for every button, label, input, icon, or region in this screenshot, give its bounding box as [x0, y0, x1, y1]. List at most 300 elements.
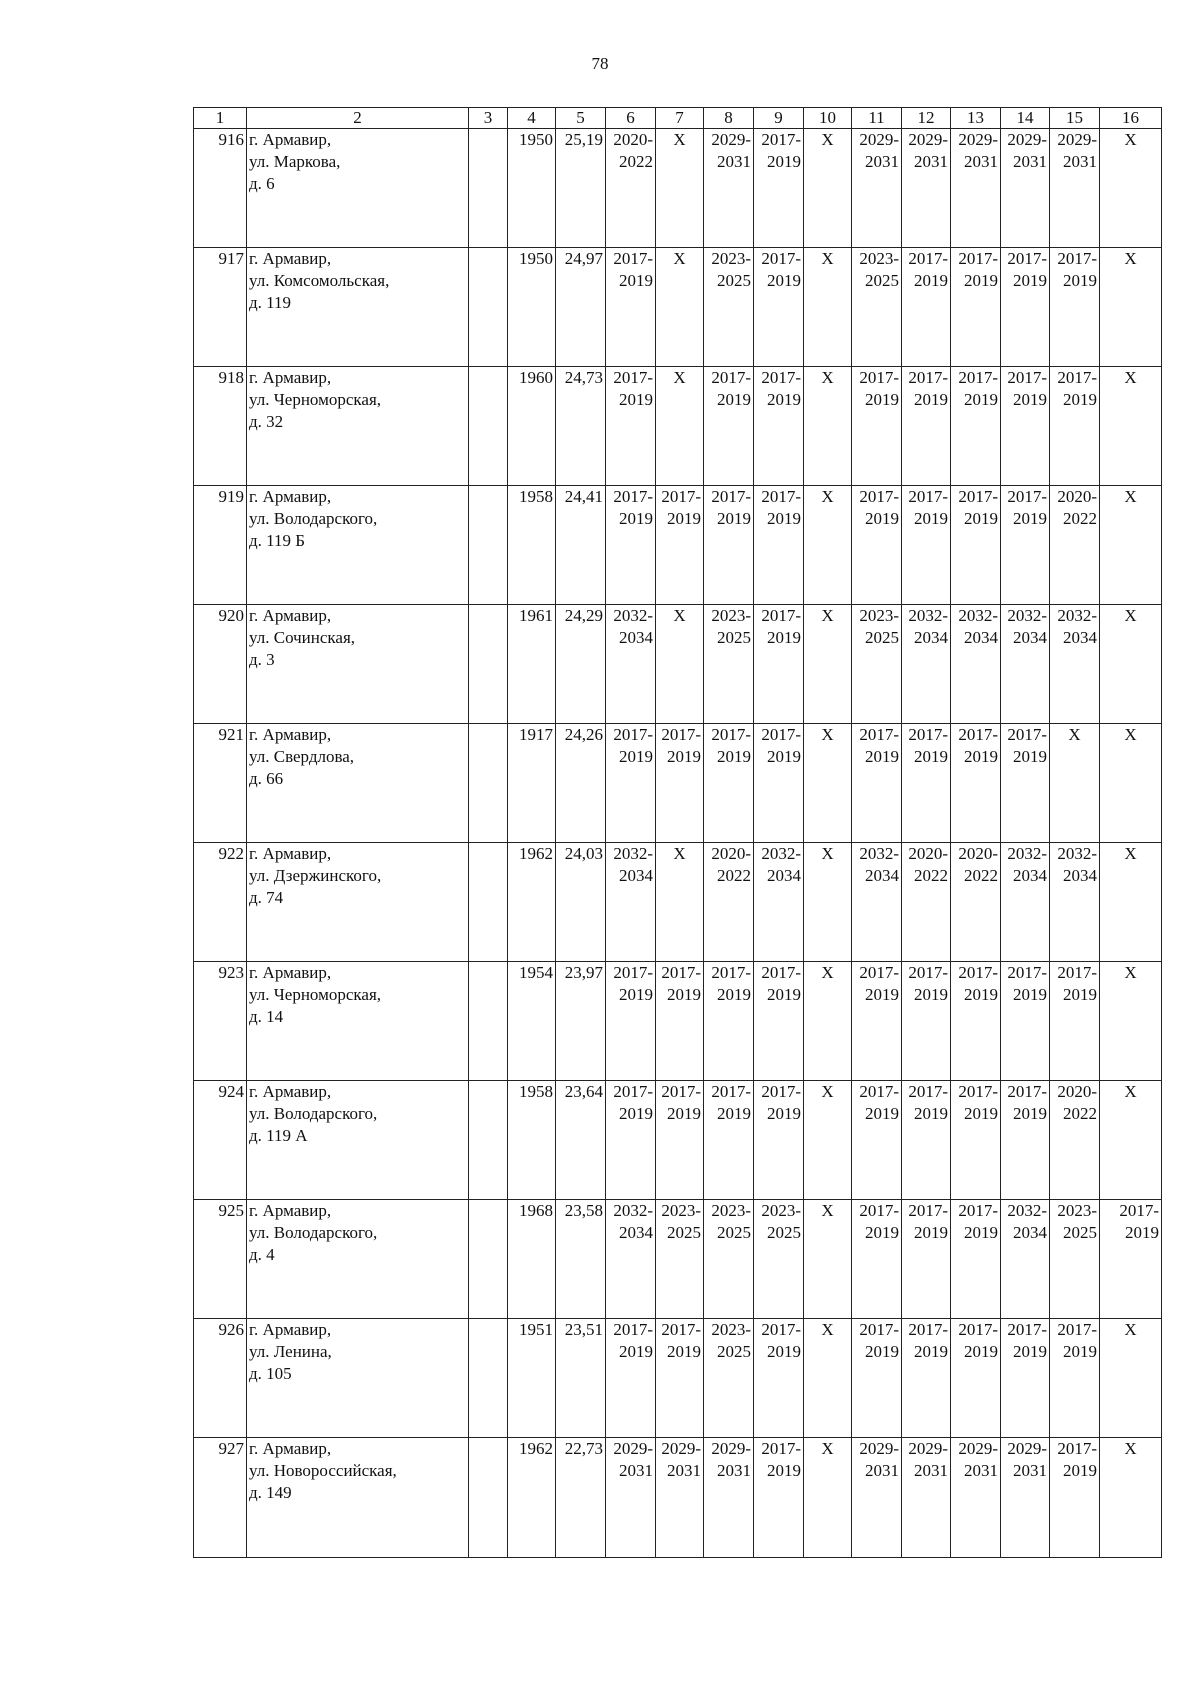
period-cell [704, 1438, 754, 1558]
period-line: 2017- [1057, 1439, 1097, 1458]
address-line: г. Армавир, [249, 368, 332, 387]
period-line: 2019 [717, 985, 751, 1004]
period-line: 2031 [1013, 1461, 1047, 1480]
year-cell: 1951 [508, 1319, 556, 1438]
period-line: 2017- [958, 1320, 998, 1339]
period-line: 2019 [767, 628, 801, 647]
period-cell [951, 724, 1001, 843]
period-cell [1050, 248, 1100, 367]
value-cell: 24,26 [556, 724, 606, 843]
period-line: 2019 [667, 1342, 701, 1361]
period-line: 2025 [767, 1223, 801, 1242]
mark-cell: X [804, 605, 852, 724]
period-line: 2017- [908, 725, 948, 744]
address-cell [247, 248, 469, 367]
period-line: 2019 [1013, 509, 1047, 528]
column-3-cell [469, 843, 508, 962]
mark-cell: X [1100, 962, 1162, 1081]
period-line: 2017- [958, 725, 998, 744]
year-cell: 1954 [508, 962, 556, 1081]
row-number: 924 [194, 1081, 247, 1200]
period-line: 2017- [661, 963, 701, 982]
mark-cell: X [1100, 1438, 1162, 1558]
period-line: 2019 [767, 1104, 801, 1123]
value-cell: 25,19 [556, 129, 606, 248]
table-row [194, 1081, 1162, 1200]
address-line: г. Армавир, [249, 1082, 332, 1101]
mark-cell: X [804, 1200, 852, 1319]
table-row [194, 1438, 1162, 1558]
address-cell [247, 367, 469, 486]
period-line: 2019 [964, 390, 998, 409]
period-line: 2034 [865, 866, 899, 885]
period-cell [902, 367, 951, 486]
row-number: 919 [194, 486, 247, 605]
column-header-5: 5 [556, 108, 606, 129]
address-line: д. 149 [249, 1483, 292, 1502]
period-cell [606, 1081, 656, 1200]
row-number: 921 [194, 724, 247, 843]
period-line: 2029- [908, 1439, 948, 1458]
period-cell [951, 1200, 1001, 1319]
period-line: 2017- [908, 1320, 948, 1339]
period-line: 2019 [914, 1342, 948, 1361]
value-cell: 24,41 [556, 486, 606, 605]
mark-cell: X [804, 843, 852, 962]
period-line: 2017- [761, 1439, 801, 1458]
period-line: 2017- [908, 1201, 948, 1220]
period-line: 2031 [619, 1461, 653, 1480]
period-line: 2017- [859, 1201, 899, 1220]
period-line: 2017- [661, 725, 701, 744]
period-line: 2020- [613, 130, 653, 149]
period-cell [754, 248, 804, 367]
period-cell [902, 1438, 951, 1558]
column-3-cell [469, 962, 508, 1081]
year-cell: 1917 [508, 724, 556, 843]
period-line: 2017- [1007, 725, 1047, 744]
period-line: 2019 [619, 271, 653, 290]
period-line: 2019 [619, 747, 653, 766]
period-line: 2017- [761, 487, 801, 506]
column-header-7: 7 [656, 108, 704, 129]
period-line: 2032- [1007, 606, 1047, 625]
table-row [194, 486, 1162, 605]
address-line: д. 66 [249, 769, 284, 788]
table-row [194, 1200, 1162, 1319]
period-cell [852, 1081, 902, 1200]
mark-cell: X [804, 1081, 852, 1200]
period-line: 2023- [711, 1201, 751, 1220]
period-line: 2031 [865, 1461, 899, 1480]
period-cell [951, 129, 1001, 248]
period-line: 2017- [613, 487, 653, 506]
row-number: 923 [194, 962, 247, 1081]
address-line: г. Армавир, [249, 963, 332, 982]
period-line: 2017- [908, 1082, 948, 1101]
period-line: 2017- [958, 963, 998, 982]
period-line: 2019 [865, 390, 899, 409]
period-cell [1050, 1200, 1100, 1319]
table-row [194, 367, 1162, 486]
period-line: 2017- [1007, 1082, 1047, 1101]
period-line: 2034 [964, 628, 998, 647]
period-cell [1001, 129, 1050, 248]
mark-cell: X [1100, 724, 1162, 843]
mark-cell: X [1100, 605, 1162, 724]
mark-cell: X [804, 724, 852, 843]
column-3-cell [469, 1200, 508, 1319]
period-line: 2019 [1063, 1342, 1097, 1361]
period-cell [951, 1438, 1001, 1558]
period-line: 2019 [619, 509, 653, 528]
period-cell [606, 605, 656, 724]
table-row [194, 248, 1162, 367]
year-cell: 1958 [508, 1081, 556, 1200]
mark-cell: X [804, 367, 852, 486]
address-line: г. Армавир, [249, 606, 332, 625]
mark-cell: X [804, 129, 852, 248]
period-line: 2017- [613, 249, 653, 268]
period-line: 2022 [964, 866, 998, 885]
mark-cell: X [656, 129, 704, 248]
period-line: 2019 [1013, 390, 1047, 409]
period-cell [1050, 367, 1100, 486]
period-line: 2019 [865, 509, 899, 528]
period-cell [1001, 605, 1050, 724]
period-line: 2019 [1013, 747, 1047, 766]
period-cell [704, 248, 754, 367]
period-line: 2019 [717, 390, 751, 409]
period-line: 2020- [1057, 1082, 1097, 1101]
address-line: ул. Комсомольская, [249, 271, 390, 290]
period-cell [656, 1200, 704, 1319]
period-line: 2022 [717, 866, 751, 885]
period-line: 2022 [619, 152, 653, 171]
period-line: 2022 [1063, 509, 1097, 528]
period-line: 2017- [761, 606, 801, 625]
period-cell [951, 367, 1001, 486]
period-cell [704, 724, 754, 843]
period-line: 2017- [711, 963, 751, 982]
period-cell [852, 129, 902, 248]
period-line: 2023- [711, 1320, 751, 1339]
period-line: 2019 [964, 985, 998, 1004]
address-cell [247, 724, 469, 843]
period-cell [951, 486, 1001, 605]
period-line: 2029- [711, 130, 751, 149]
period-cell [704, 843, 754, 962]
period-line: 2017- [711, 1082, 751, 1101]
address-cell [247, 1200, 469, 1319]
period-cell [754, 1319, 804, 1438]
period-cell [1001, 367, 1050, 486]
period-line: 2019 [717, 747, 751, 766]
period-line: 2034 [619, 866, 653, 885]
period-line: 2025 [865, 628, 899, 647]
period-line: 2019 [667, 509, 701, 528]
period-line: 2025 [865, 271, 899, 290]
period-line: 2019 [914, 747, 948, 766]
period-line: 2032- [859, 844, 899, 863]
period-line: 2034 [1013, 628, 1047, 647]
period-cell [1050, 129, 1100, 248]
period-cell [754, 1200, 804, 1319]
period-line: 2017- [761, 130, 801, 149]
address-line: г. Армавир, [249, 130, 332, 149]
mark-cell: X [1100, 248, 1162, 367]
period-line: 2029- [613, 1439, 653, 1458]
period-line: 2031 [914, 152, 948, 171]
period-line: 2029- [859, 1439, 899, 1458]
mark-cell: X [1050, 724, 1100, 843]
period-line: 2034 [1063, 628, 1097, 647]
row-number: 925 [194, 1200, 247, 1319]
period-line: 2020- [958, 844, 998, 863]
column-numbers-header [194, 108, 1162, 129]
year-cell: 1950 [508, 129, 556, 248]
address-line: г. Армавир, [249, 1439, 332, 1458]
period-cell [606, 843, 656, 962]
period-cell [1050, 843, 1100, 962]
period-cell [902, 1081, 951, 1200]
period-line: 2019 [717, 509, 751, 528]
period-line: 2032- [613, 1201, 653, 1220]
address-line: г. Армавир, [249, 1201, 332, 1220]
address-cell [247, 1319, 469, 1438]
period-line: 2019 [1063, 1461, 1097, 1480]
period-cell [754, 605, 804, 724]
period-cell [606, 724, 656, 843]
period-line: 2020- [711, 844, 751, 863]
column-header-11: 11 [852, 108, 902, 129]
period-cell [704, 367, 754, 486]
address-line: ул. Володарского, [249, 1223, 378, 1242]
year-cell: 1958 [508, 486, 556, 605]
period-line: 2025 [717, 1342, 751, 1361]
page-number: 78 [591, 54, 609, 73]
period-cell [852, 1319, 902, 1438]
period-line: 2034 [619, 1223, 653, 1242]
period-cell [852, 1438, 902, 1558]
address-cell [247, 962, 469, 1081]
period-line: 2019 [717, 1104, 751, 1123]
mark-cell: X [656, 367, 704, 486]
period-cell [1001, 843, 1050, 962]
period-line: 2019 [1013, 1104, 1047, 1123]
address-line: г. Армавир, [249, 1320, 332, 1339]
period-line: 2017- [613, 963, 653, 982]
period-cell [704, 129, 754, 248]
column-3-cell [469, 367, 508, 486]
period-line: 2017- [711, 368, 751, 387]
mark-cell: X [804, 486, 852, 605]
mark-cell: X [656, 248, 704, 367]
period-line: 2017- [958, 487, 998, 506]
period-line: 2019 [1013, 985, 1047, 1004]
period-line: 2025 [717, 271, 751, 290]
mark-cell: X [656, 843, 704, 962]
period-line: 2017- [908, 368, 948, 387]
column-3-cell [469, 1319, 508, 1438]
period-line: 2029- [1057, 130, 1097, 149]
address-line: д. 6 [249, 174, 275, 193]
column-header-2: 2 [247, 108, 469, 129]
mark-cell: X [1100, 1081, 1162, 1200]
period-line: 2017- [761, 249, 801, 268]
period-line: 2019 [1063, 271, 1097, 290]
period-cell [902, 248, 951, 367]
period-cell [704, 486, 754, 605]
period-line: 2017- [661, 1320, 701, 1339]
period-cell [754, 367, 804, 486]
row-number: 916 [194, 129, 247, 248]
period-cell [656, 1438, 704, 1558]
period-line: 2019 [767, 747, 801, 766]
period-cell [1050, 962, 1100, 1081]
column-header-13: 13 [951, 108, 1001, 129]
address-line: г. Армавир, [249, 725, 332, 744]
period-line: 2017- [1007, 963, 1047, 982]
period-cell [1001, 1438, 1050, 1558]
year-cell: 1962 [508, 1438, 556, 1558]
period-line: 2023- [761, 1201, 801, 1220]
period-line: 2017- [859, 1082, 899, 1101]
table-row [194, 605, 1162, 724]
period-line: 2017- [1007, 1320, 1047, 1339]
address-cell [247, 486, 469, 605]
period-line: 2019 [667, 747, 701, 766]
period-cell [606, 129, 656, 248]
housing-table [193, 107, 1162, 1558]
period-cell [951, 962, 1001, 1081]
value-cell: 24,29 [556, 605, 606, 724]
period-line: 2023- [859, 249, 899, 268]
period-cell [1001, 486, 1050, 605]
period-line: 2017- [613, 725, 653, 744]
period-line: 2019 [914, 271, 948, 290]
column-3-cell [469, 724, 508, 843]
address-line: д. 32 [249, 412, 284, 431]
period-cell [902, 1200, 951, 1319]
period-line: 2031 [717, 152, 751, 171]
address-cell [247, 605, 469, 724]
period-line: 2034 [1013, 1223, 1047, 1242]
row-number: 920 [194, 605, 247, 724]
period-line: 2017- [711, 725, 751, 744]
period-line: 2017- [859, 487, 899, 506]
period-cell [951, 605, 1001, 724]
period-line: 2019 [1013, 271, 1047, 290]
period-cell [754, 843, 804, 962]
period-line: 2019 [1063, 390, 1097, 409]
period-line: 2017- [613, 1320, 653, 1339]
period-cell [852, 248, 902, 367]
period-line: 2019 [619, 985, 653, 1004]
year-cell: 1950 [508, 248, 556, 367]
table-row [194, 962, 1162, 1081]
period-line: 2017- [761, 725, 801, 744]
column-header-12: 12 [902, 108, 951, 129]
column-3-cell [469, 1438, 508, 1558]
mark-cell: X [1100, 1319, 1162, 1438]
period-cell [606, 367, 656, 486]
period-line: 2032- [1057, 844, 1097, 863]
period-cell [1001, 1081, 1050, 1200]
column-header-16: 16 [1100, 108, 1162, 129]
period-line: 2019 [914, 390, 948, 409]
period-line: 2017- [1057, 368, 1097, 387]
period-line: 2019 [619, 390, 653, 409]
period-line: 2019 [964, 271, 998, 290]
period-line: 2034 [767, 866, 801, 885]
period-cell [902, 486, 951, 605]
period-line: 2022 [914, 866, 948, 885]
period-line: 2029- [661, 1439, 701, 1458]
period-line: 2017- [761, 368, 801, 387]
row-number: 922 [194, 843, 247, 962]
row-number: 926 [194, 1319, 247, 1438]
period-line: 2019 [865, 1342, 899, 1361]
period-cell [704, 605, 754, 724]
period-cell [704, 962, 754, 1081]
period-cell [606, 248, 656, 367]
period-line: 2034 [914, 628, 948, 647]
period-line: 2031 [717, 1461, 751, 1480]
column-header-3: 3 [469, 108, 508, 129]
period-line: 2017- [958, 1201, 998, 1220]
period-line: 2031 [964, 1461, 998, 1480]
table-body [194, 129, 1162, 1558]
period-cell [606, 486, 656, 605]
period-line: 2023- [1057, 1201, 1097, 1220]
period-cell [1001, 724, 1050, 843]
value-cell: 24,73 [556, 367, 606, 486]
address-line: ул. Черноморская, [249, 390, 382, 409]
period-cell [754, 724, 804, 843]
period-line: 2019 [914, 509, 948, 528]
period-line: 2029- [1007, 130, 1047, 149]
period-line: 2019 [914, 1223, 948, 1242]
period-cell [902, 843, 951, 962]
address-line: ул. Маркова, [249, 152, 341, 171]
period-line: 2034 [619, 628, 653, 647]
period-line: 2017- [1007, 368, 1047, 387]
period-line: 2017- [1057, 1320, 1097, 1339]
period-line: 2017- [859, 368, 899, 387]
period-line: 2032- [1007, 844, 1047, 863]
address-cell [247, 843, 469, 962]
period-cell [852, 724, 902, 843]
period-cell [1050, 1081, 1100, 1200]
period-cell [902, 1319, 951, 1438]
period-line: 2025 [717, 628, 751, 647]
period-line: 2022 [1063, 1104, 1097, 1123]
period-line: 2017- [761, 963, 801, 982]
period-line: 2019 [914, 985, 948, 1004]
period-line: 2019 [619, 1342, 653, 1361]
value-cell: 24,97 [556, 248, 606, 367]
table-row [194, 129, 1162, 248]
mark-cell: X [656, 605, 704, 724]
address-line: г. Армавир, [249, 844, 332, 863]
value-cell: 24,03 [556, 843, 606, 962]
period-cell [754, 1438, 804, 1558]
value-cell: 23,97 [556, 962, 606, 1081]
period-line: 2032- [761, 844, 801, 863]
period-line: 2023- [859, 606, 899, 625]
period-line: 2017- [711, 487, 751, 506]
